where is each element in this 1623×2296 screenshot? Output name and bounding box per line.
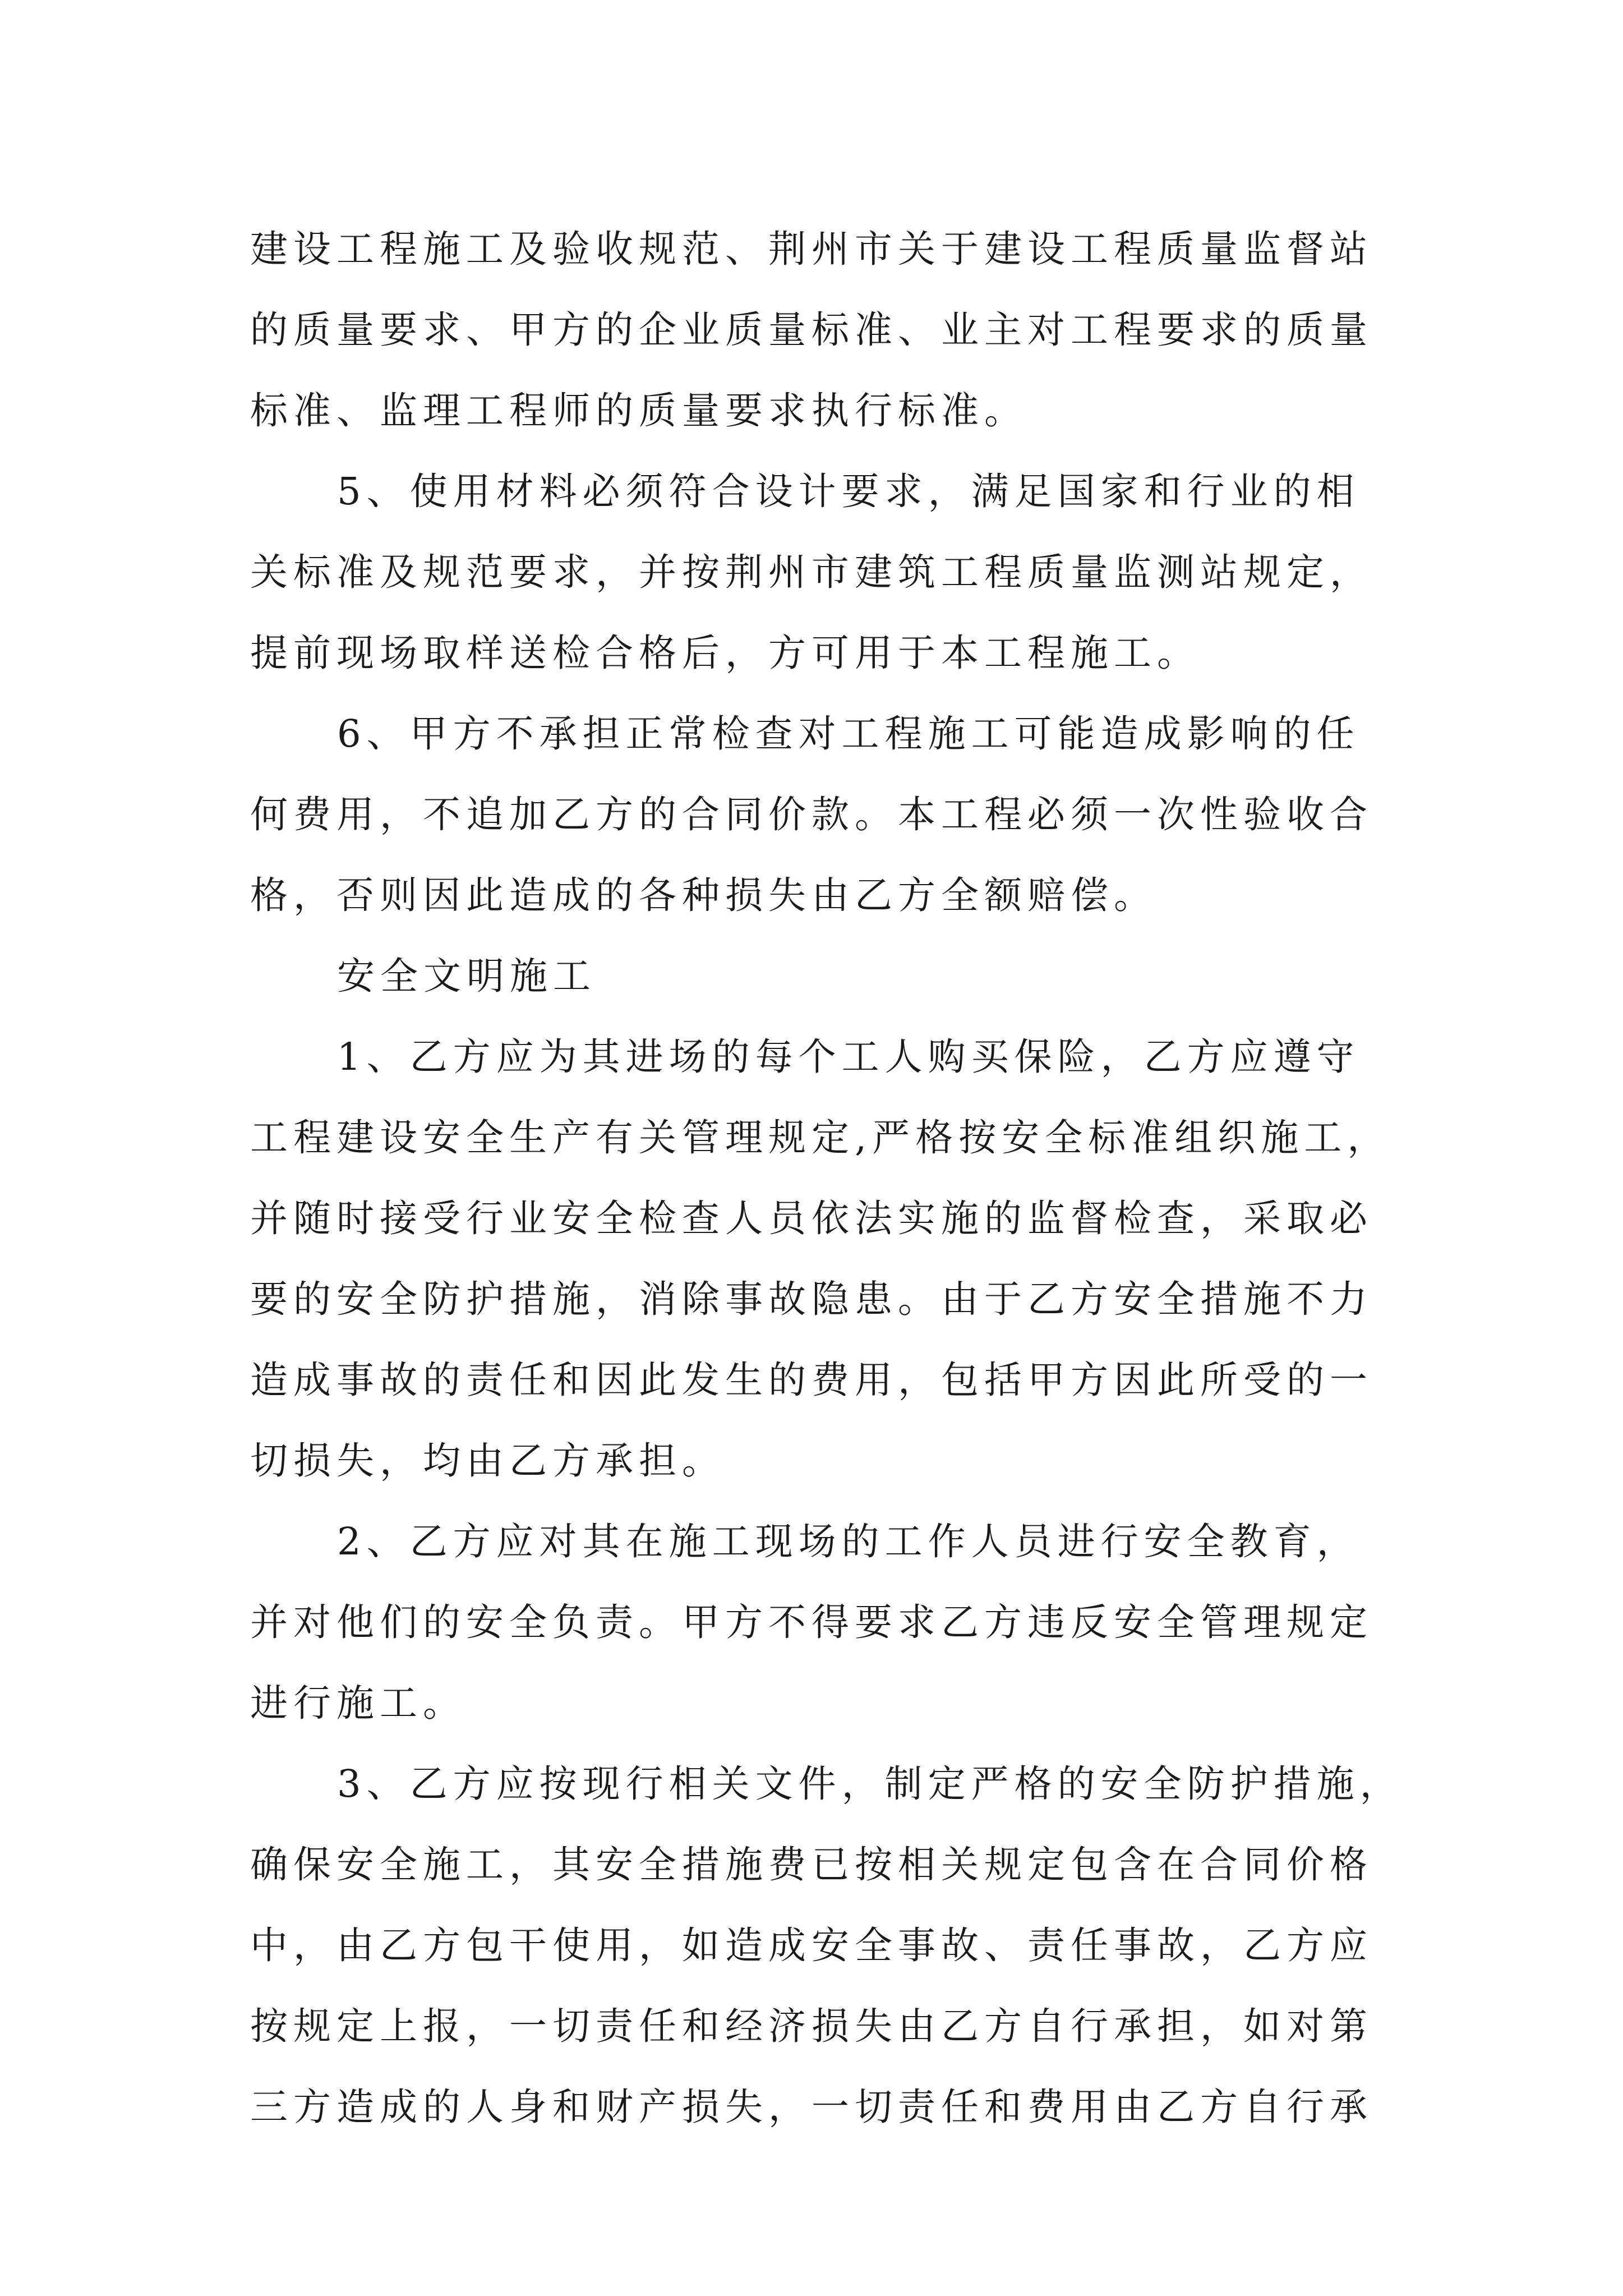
text-line: 格，否则因此造成的各种损失由乙方全额赔偿。 — [250, 873, 1157, 917]
text-line: 中，由乙方包干使用，如造成安全事故、责任事故，乙方应 — [250, 1924, 1373, 1967]
paragraph-2-start: 2、乙方应对其在施工现场的工作人员进行安全教育， — [337, 1520, 1360, 1563]
text-line: 确保安全施工，其安全措施费已按相关规定包含在合同价格 — [250, 1843, 1373, 1887]
text-line: 的质量要求、甲方的企业质量标准、业主对工程要求的质量 — [250, 308, 1373, 352]
text-line: 按规定上报，一切责任和经济损失由乙方自行承担，如对第 — [250, 2004, 1373, 2048]
text-line: 要的安全防护措施，消除事故隐患。由于乙方安全措施不力 — [250, 1277, 1373, 1321]
text-line: 三方造成的人身和财产损失，一切责任和费用由乙方自行承 — [250, 2085, 1373, 2129]
text-line: 何费用，不追加乙方的合同价款。本工程必须一次性验收合 — [250, 793, 1373, 836]
text-line: 建设工程施工及验收规范、荆州市关于建设工程质量监督站 — [250, 227, 1373, 271]
section-heading: 安全文明施工 — [337, 954, 596, 998]
text-line: 切损失，均由乙方承担。 — [250, 1439, 725, 1483]
paragraph-3-start: 3、乙方应按现行相关文件，制定严格的安全防护措施， — [337, 1762, 1403, 1806]
text-line: 提前现场取样送检合格后，方可用于本工程施工。 — [250, 631, 1200, 675]
paragraph-6-start: 6、甲方不承担正常检查对工程施工可能造成影响的任 — [337, 712, 1360, 756]
document-body — [250, 209, 1403, 2147]
text-line: 并对他们的安全负责。甲方不得要求乙方违反安全管理规定 — [250, 1600, 1373, 1644]
text-line: 造成事故的责任和因此发生的费用，包括甲方因此所受的一 — [250, 1358, 1373, 1402]
paragraph-5-start: 5、使用材料必须符合设计要求，满足国家和行业的相 — [337, 470, 1360, 513]
text-line: 标准、监理工程师的质量要求执行标准。 — [250, 389, 1027, 432]
text-line: 工程建设安全生产有关管理规定,严格按安全标准组织施工， — [250, 1116, 1391, 1159]
text-line: 关标准及规范要求，并按荆州市建筑工程质量监测站规定， — [250, 550, 1373, 594]
text-line: 并随时接受行业安全检查人员依法实施的监督检查，采取必 — [250, 1197, 1373, 1240]
text-line: 进行施工。 — [250, 1681, 466, 1725]
paragraph-1-start: 1、乙方应为其进场的每个工人购买保险，乙方应遵守 — [337, 1035, 1360, 1079]
